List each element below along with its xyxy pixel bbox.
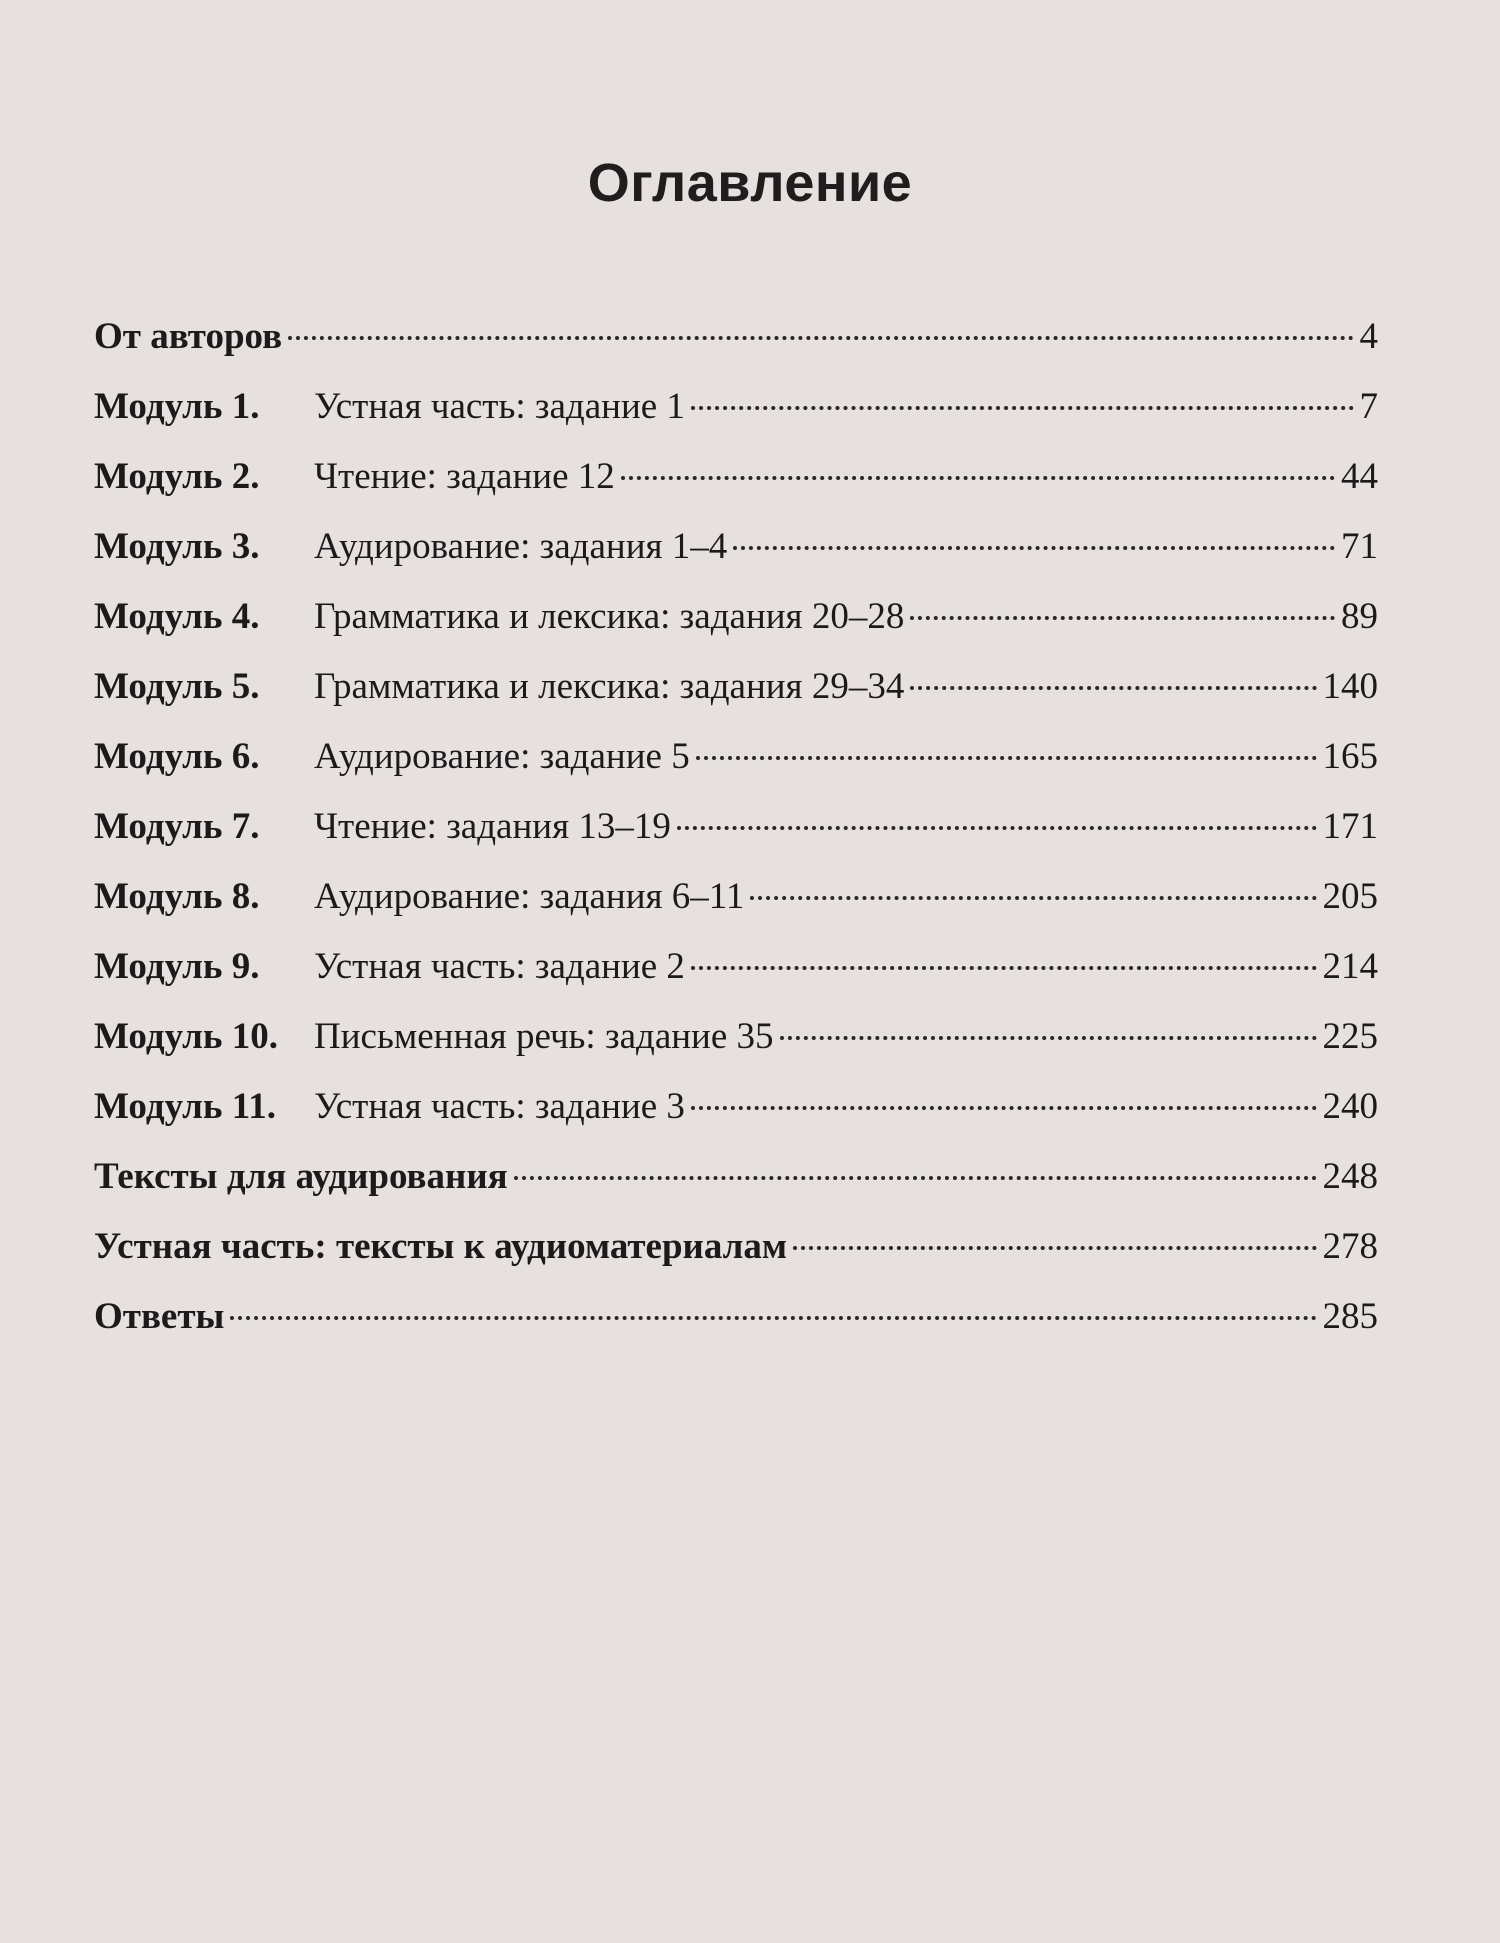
dot-leader bbox=[696, 756, 1317, 760]
dot-leader bbox=[677, 826, 1317, 830]
toc-entry-page: 214 bbox=[1322, 946, 1378, 987]
dot-leader bbox=[621, 476, 1335, 480]
toc-entry-module-6[interactable] bbox=[94, 732, 1378, 782]
dot-leader bbox=[910, 686, 1316, 690]
toc-entry-page: 248 bbox=[1322, 1156, 1378, 1197]
toc-entry-label: Аудирование: задания 1–4 bbox=[314, 526, 728, 567]
toc-entry-module: Модуль 10. bbox=[94, 1016, 278, 1057]
toc-entry-oral-texts[interactable] bbox=[94, 1222, 1378, 1272]
toc-entry-module: Модуль 6. bbox=[94, 736, 260, 777]
toc-entry-module: Модуль 5. bbox=[94, 666, 260, 707]
toc-entry-module-8[interactable] bbox=[94, 872, 1378, 922]
toc-entry-module-1[interactable] bbox=[94, 382, 1378, 432]
toc-entry-label: Тексты для аудирования bbox=[94, 1156, 508, 1197]
toc-entry-audio-texts[interactable] bbox=[94, 1152, 1378, 1202]
toc-entry-page: 89 bbox=[1341, 596, 1378, 637]
toc-entry-label: Устная часть: тексты к аудиоматериалам bbox=[94, 1226, 788, 1267]
toc-entry-module-10[interactable] bbox=[94, 1012, 1378, 1062]
table-of-contents bbox=[94, 0, 1378, 1943]
toc-entry-page: 205 bbox=[1322, 876, 1378, 917]
toc-entry-module: Модуль 3. bbox=[94, 526, 260, 567]
toc-entry-page: 44 bbox=[1341, 456, 1378, 497]
toc-entry-label: Устная часть: задание 1 bbox=[314, 386, 685, 427]
toc-entry-page: 225 bbox=[1322, 1016, 1378, 1057]
toc-entry-module-9[interactable] bbox=[94, 942, 1378, 992]
toc-entry-module: Модуль 4. bbox=[94, 596, 260, 637]
toc-entry-label: Аудирование: задания 6–11 bbox=[314, 876, 745, 917]
toc-entry-label: Грамматика и лексика: задания 29–34 bbox=[314, 666, 905, 707]
toc-entry-module: Модуль 9. bbox=[94, 946, 260, 987]
toc-entry-module: Модуль 8. bbox=[94, 876, 260, 917]
toc-entry-module-2[interactable] bbox=[94, 452, 1378, 502]
toc-entry-label: Ответы bbox=[94, 1296, 225, 1337]
toc-entry-module: Модуль 2. bbox=[94, 456, 260, 497]
toc-entry-from-authors[interactable] bbox=[94, 312, 1378, 362]
dot-leader bbox=[750, 896, 1316, 900]
toc-entry-label: Устная часть: задание 3 bbox=[314, 1086, 685, 1127]
toc-entry-label: Письменная речь: задание 35 bbox=[314, 1016, 774, 1057]
dot-leader bbox=[691, 966, 1317, 970]
dot-leader bbox=[230, 1316, 1316, 1320]
toc-entry-label: Чтение: задания 13–19 bbox=[314, 806, 671, 847]
toc-entry-page: 278 bbox=[1322, 1226, 1378, 1267]
toc-entry-page: 240 bbox=[1322, 1086, 1378, 1127]
toc-entry-page: 7 bbox=[1359, 386, 1378, 427]
dot-leader bbox=[793, 1246, 1316, 1250]
toc-entry-module: Модуль 7. bbox=[94, 806, 260, 847]
dot-leader bbox=[733, 546, 1335, 550]
toc-entry-label: Устная часть: задание 2 bbox=[314, 946, 685, 987]
toc-entry-page: 171 bbox=[1322, 806, 1378, 847]
dot-leader bbox=[514, 1176, 1317, 1180]
toc-entry-label: Чтение: задание 12 bbox=[314, 456, 615, 497]
toc-entry-page: 165 bbox=[1322, 736, 1378, 777]
toc-entry-page: 71 bbox=[1341, 526, 1378, 567]
toc-entry-answers[interactable] bbox=[94, 1292, 1378, 1342]
toc-entry-module-5[interactable] bbox=[94, 662, 1378, 712]
toc-entry-module: Модуль 11. bbox=[94, 1086, 276, 1127]
toc-entry-module-3[interactable] bbox=[94, 522, 1378, 572]
dot-leader bbox=[691, 1106, 1317, 1110]
dot-leader bbox=[780, 1036, 1317, 1040]
toc-entry-label: От авторов bbox=[94, 316, 283, 357]
dot-leader bbox=[691, 406, 1354, 410]
toc-entry-module-7[interactable] bbox=[94, 802, 1378, 852]
toc-entry-module-4[interactable] bbox=[94, 592, 1378, 642]
toc-entry-module: Модуль 1. bbox=[94, 386, 260, 427]
page-title: Оглавление bbox=[587, 153, 913, 213]
dot-leader bbox=[288, 336, 1353, 340]
toc-entry-page: 140 bbox=[1322, 666, 1378, 707]
toc-entry-module-11[interactable] bbox=[94, 1082, 1378, 1132]
toc-entry-label: Грамматика и лексика: задания 20–28 bbox=[314, 596, 905, 637]
toc-entry-page: 285 bbox=[1322, 1296, 1378, 1337]
toc-entry-label: Аудирование: задание 5 bbox=[314, 736, 690, 777]
toc-entry-page: 4 bbox=[1359, 316, 1378, 357]
dot-leader bbox=[910, 616, 1335, 620]
